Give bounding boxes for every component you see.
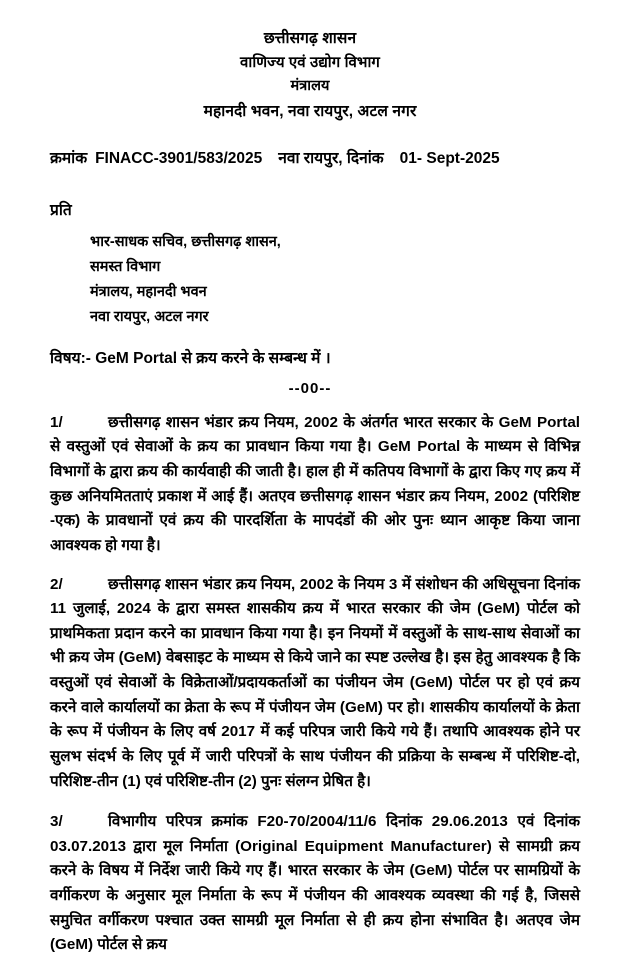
reference-line [0,146,620,168]
letterhead-line-department: वाणिज्य एवं उद्योग विभाग [240,54,380,72]
reference-number: FINACC-3901/583/2025 [95,150,263,167]
addressee-line-3: मंत्रालय, महानदी भवन [90,283,207,300]
paragraph-3-text: विभागीय परिपत्र क्रमांक F20-70/2004/11/6 दिनांक 29.06.2013 एवं दिनांक 03.07.2013 द्वारा मूल निर्माता (Original Equipment Manufacturer) से सामग्री क्रय करने के विषय में निर्देश जारी किये गए हैं। भारत सरकार के जेम (GeM) पोर्टल पर सामग्रियों के वर्गीकरण के अनुसार मूल निर्माता के रूप में पंजीयन की आवश्यक व्यवस्था की गई है, जिससे समुचित वर्गीकरण पश्चात उक्त सामग्री मूल निर्माता से ही क्रय होना संभावित है। अतएव जेम (GeM) पोर्टल से क्रय [50,813,580,954]
paragraph-1 [0,411,620,559]
paragraph-2-marker: 2/ [50,575,63,593]
addressee-line-4: नवा रायपुर, अटल नगर [90,308,209,325]
paragraph-2-text: छत्तीसगढ़ शासन भंडार क्रय नियम, 2002 के नियम 3 में संशोधन की अधिसूचना दिनांक 11 जुलाई, 2024 के द्वारा समस्त शासकीय क्रय में भारत सरकार की जेम (GeM) पोर्टल को प्राथमिकता प्रदान करने का प्रावधान किया गया है। इन नियमों में वस्तुओं के साथ-साथ सेवाओं का भी क्रय जेम (GeM) वेबसाइट के माध्यम से किये जाने का स्पष्ट उल्लेख है। इस हेतु आवश्यक है कि वस्तुओं एवं सेवाओं के विक्रेताओं/प्रदायकर्ताओं का पंजीयन जेम (GeM) पोर्टल पर हो एवं क्रय करने वाले कार्यालयों का क्रेता के रूप में पंजीयन जेम (GeM) पर हो। शासकीय कार्यालयों के क्रेता के रूप में पंजीयन के लिए वर्ष 2017 में कई परिपत्र जारी किये गये हैं। तथापि आवश्यक होने पर सुलभ संदर्भ के लिए पूर्व में जारी परिपत्रों के साथ पंजीयन की प्रक्रिया के सम्बन्ध में परिशिष्ट-दो, परिशिष्ट-तीन (1) एवं परिशिष्ट-तीन (2) पुनः संलग्न प्रेषित है। [50,575,580,790]
reference-label: क्रमांक [50,150,88,167]
letterhead-line-ministry: मंत्रालय [290,78,330,95]
paragraph-2 [0,573,620,795]
reference-place: नवा रायपुर, दिनांक [278,150,384,167]
letterhead-line-government: छत्तीसगढ़ शासन [263,30,357,47]
addressee-line-2: समस्त विभाग [90,258,161,275]
paragraph-3 [0,810,620,958]
document-page [0,26,620,954]
reference-date: 01- Sept-2025 [399,150,500,167]
to-label: प्रति [50,202,72,219]
paragraph-1-text: छत्तीसगढ़ शासन भंडार क्रय नियम, 2002 के अंतर्गत भारत सरकार के GeM Portal से वस्तुओं एवं सेवाओं के क्रय का प्रावधान किया गया है। GeM Portal के माध्यम से विभिन्न विभागों के द्वारा क्रय की कार्यवाही की जाती है। हाल ही में कतिपय विभागों के द्वारा किए गए क्रय में कुछ अनियमितताएं प्रकाश में आई हैं। अतएव छत्तीसगढ़ शासन भंडार क्रय नियम, 2002 (परिशिष्ट -एक) के प्रावधानों एवं क्रय की पारदर्शिता के मापदंडों की ओर पुनः ध्यान आकृष्ट किया जाना आवश्यक हो गया है। [50,413,580,554]
addressee-block [0,230,620,330]
paragraph-3-marker: 3/ [50,813,63,831]
subject-line: विषय:- GeM Portal से क्रय करने के सम्बन्ध में । [50,349,331,367]
paragraph-1-marker: 1/ [50,413,63,431]
addressee-line-1: भार-साधक सचिव, छत्तीसगढ़ शासन, [90,234,281,250]
letterhead [0,26,620,124]
section-divider: --00-- [288,379,332,397]
letterhead-line-address: महानदी भवन, नवा रायपुर, अटल नगर [203,102,417,120]
